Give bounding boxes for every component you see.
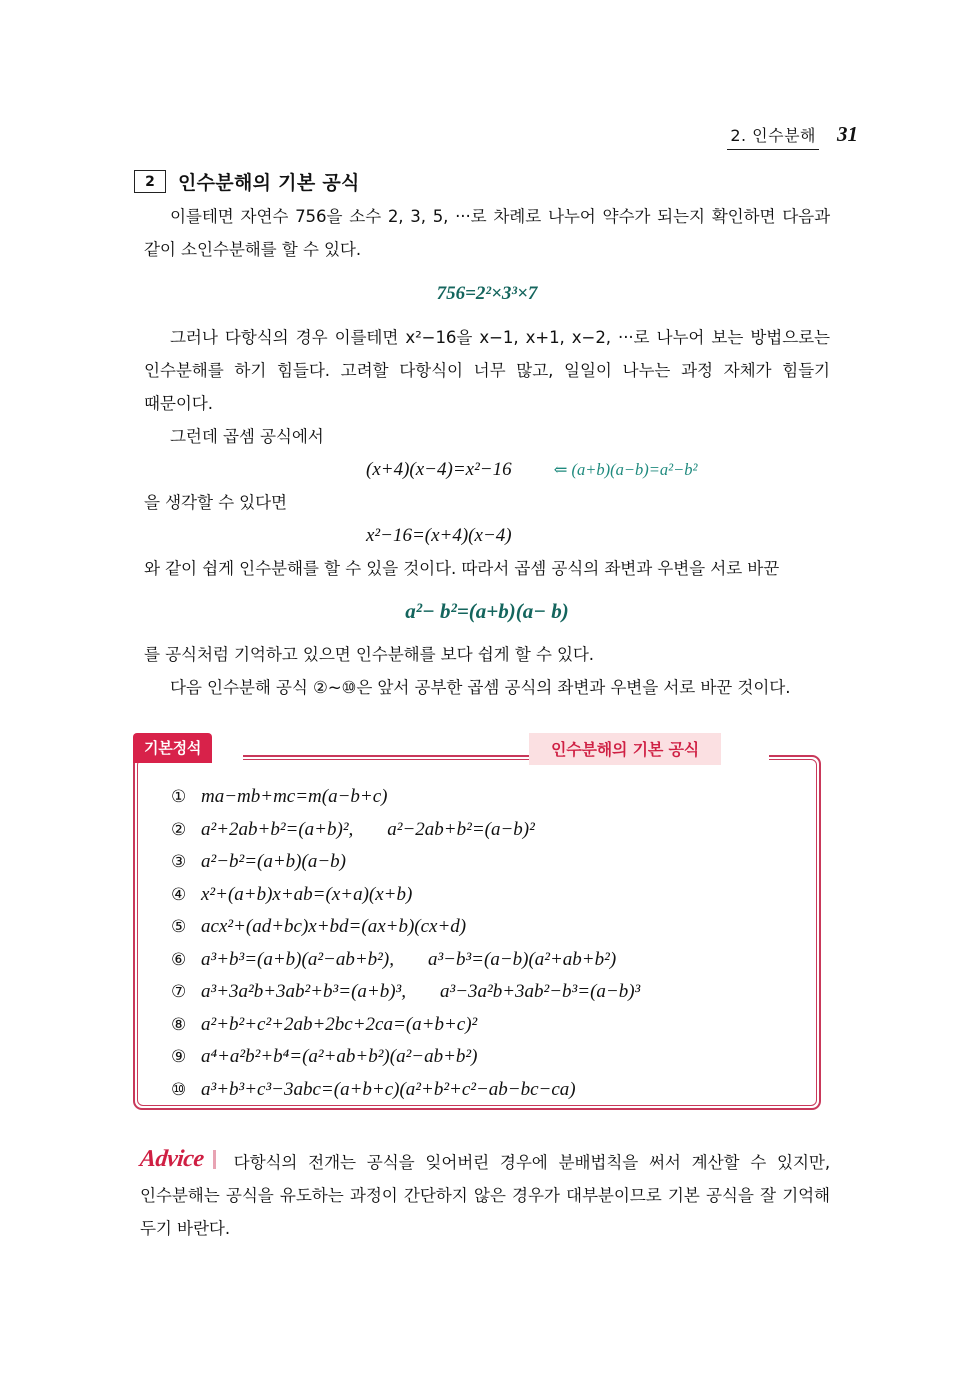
paragraph-5: 와 같이 쉽게 인수분해를 할 수 있을 것이다. 따라서 곱셈 공식의 좌변과 우변을 서로 바꾼 [144, 559, 780, 578]
paragraph-7: 다음 인수분해 공식 ②~⑩은 앞서 공부한 곱셈 공식의 좌변과 우변을 서로 바꾼 것이다. [170, 678, 791, 697]
formula-primary: x²+(a+b)x+ab=(x+a)(x+b) [201, 883, 413, 905]
formula-primary: a³+3a²b+3ab²+b³=(a+b)³, [201, 981, 406, 1002]
formula-primary: a²+b²+c²+2ab+2bc+2ca=(a+b+c)² [201, 1013, 478, 1035]
formula-item [171, 781, 805, 814]
paragraph-3: 그런데 곱셈 공식에서 [170, 427, 324, 446]
section-title: 인수분해의 기본 공식 [178, 172, 360, 194]
formula-box-band-title: 인수분해의 기본 공식 [529, 733, 721, 765]
basic-formula-box [133, 739, 821, 1110]
advice-text: 다항식의 전개는 공식을 잊어버린 경우에 분배법칙을 써서 계산할 수 있지만, 인수분해는 공식을 유도하는 과정이 간단하지 않은 경우가 대부분이므로 기본 공식을 잘 기억해 두기 바란다. [140, 1153, 830, 1238]
paragraph-4: 을 생각할 수 있다면 [144, 493, 287, 512]
formula-number: ④ [171, 884, 187, 905]
formula-primary: a²+2ab+b²=(a+b)², [201, 818, 354, 840]
formula-box-tab: 기본정석 [133, 733, 212, 763]
formula-number: ⑦ [171, 982, 187, 1002]
advice-section [140, 1146, 830, 1245]
section-number-box: 2 [134, 170, 166, 193]
formula-item [171, 911, 805, 944]
running-head [727, 122, 858, 150]
formula-primary: a³+b³=(a+b)(a²−ab+b²), [201, 948, 394, 970]
formula-secondary: a³−b³=(a−b)(a²+ab+b²) [427, 948, 617, 970]
formula-list [171, 781, 805, 1106]
equation-factor: x²−16=(x+4)(x−4) [366, 525, 512, 546]
formula-primary: ma−mb+mc=m(a−b+c) [201, 786, 388, 807]
formula-number: ① [171, 787, 187, 807]
formula-primary: a³+b³+c³−3abc=(a+b+c)(a²+b²+c²−ab−bc−ca) [201, 1078, 576, 1100]
equation-expand-note: ⇐ (a+b)(a−b)=a²−b² [553, 460, 698, 479]
paragraph-6: 를 공식처럼 기억하고 있으면 인수분해를 보다 쉽게 할 수 있다. [144, 645, 594, 664]
advice-header [140, 1146, 224, 1173]
formula-item [171, 879, 805, 912]
formula-secondary: a²−2ab+b²=(a−b)² [387, 818, 535, 840]
paragraph-2: 그러나 다항식의 경우 이를테면 x²−16을 x−1, x+1, x−2, ···로 나누어 보는 방법으로는 인수분해를 하기 힘들다. 고려할 다항식이 너무 많고, 일일이 나누는 과정 자체가 힘들기 때문이다. [144, 328, 830, 413]
formula-number: ⑧ [171, 1014, 187, 1035]
formula-item [171, 976, 805, 1009]
formula-item [171, 1074, 805, 1107]
equation-expand: (x+4)(x−4)=x²−16 [366, 459, 512, 480]
formula-number: ⑥ [171, 949, 187, 970]
formula-primary: a²−b²=(a+b)(a−b) [201, 851, 346, 872]
advice-label: Advice [138, 1146, 206, 1172]
formula-item [171, 814, 805, 847]
section-heading [134, 168, 360, 195]
formula-number: ⑤ [171, 917, 187, 937]
formula-secondary: a³−3a²b+3ab²−b³=(a−b)³ [440, 981, 641, 1002]
body-column [144, 200, 830, 704]
formula-number: ⑨ [171, 1047, 187, 1067]
formula-item [171, 1009, 805, 1042]
formula-item [171, 1041, 805, 1074]
formula-primary: acx²+(ad+bc)x+bd=(ax+b)(cx+d) [201, 916, 467, 937]
equation-prime-factorization: 756=2²×3³×7 [436, 283, 538, 304]
formula-number: ⑩ [171, 1079, 187, 1100]
equation-difference-of-squares: a²− b²=(a+b)(a− b) [405, 599, 569, 623]
paragraph-1: 이를테면 자연수 756을 소수 2, 3, 5, ···로 차례로 나누어 약수가 되는지 확인하면 다음과 같이 소인수분해를 할 수 있다. [144, 207, 830, 259]
equation-row-expand [144, 453, 830, 486]
formula-item [171, 846, 805, 879]
chapter-title: 2. 인수분해 [727, 123, 819, 150]
formula-number: ③ [171, 852, 187, 872]
formula-item [171, 944, 805, 977]
formula-number: ② [171, 819, 187, 840]
page-number: 31 [837, 122, 858, 146]
formula-primary: a⁴+a²b²+b⁴=(a²+ab+b²)(a²−ab+b²) [201, 1046, 478, 1067]
